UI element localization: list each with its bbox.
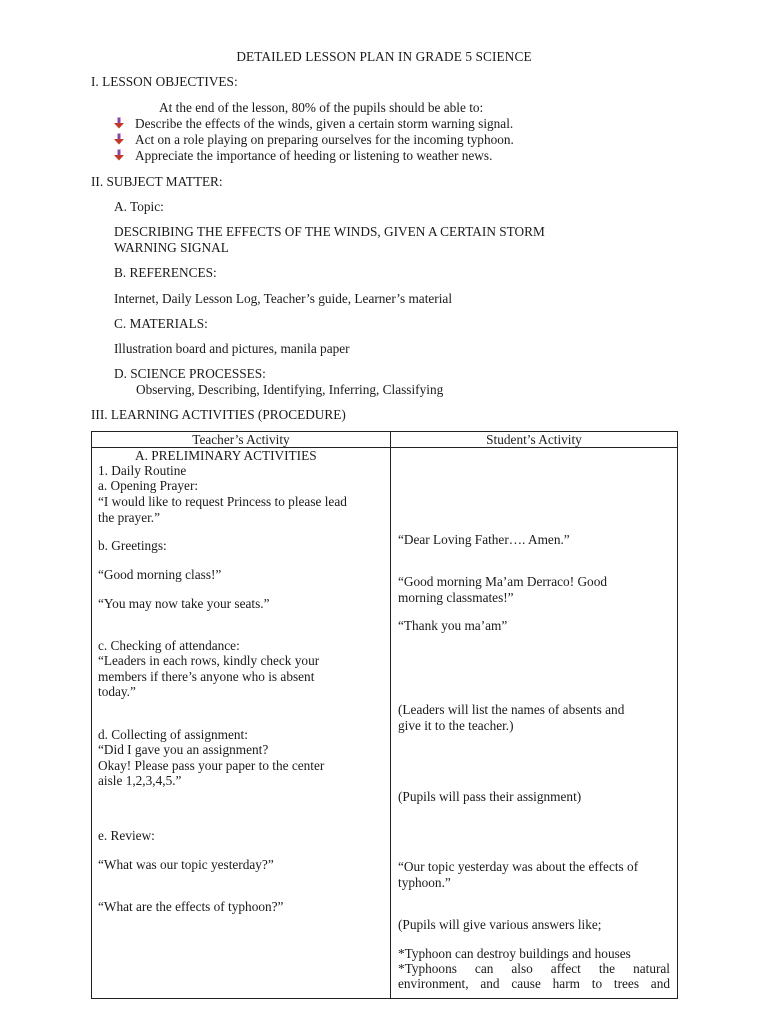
subject-matter-heading: II. SUBJECT MATTER: bbox=[91, 174, 223, 189]
student-line: “Thank you ma’am” bbox=[398, 618, 508, 633]
review-label: e. Review: bbox=[98, 828, 155, 843]
opening-prayer-label: a. Opening Prayer: bbox=[98, 478, 199, 493]
objective-item: Act on a role playing on preparing ourselves for the incoming typhoon. bbox=[135, 132, 514, 147]
teacher-line: “Good morning class!” bbox=[98, 567, 222, 582]
student-line: morning classmates!” bbox=[398, 590, 514, 605]
teacher-line: today.” bbox=[98, 684, 136, 699]
teacher-line: members if there’s anyone who is absent bbox=[98, 669, 315, 684]
document-title: DETAILED LESSON PLAN IN GRADE 5 SCIENCE bbox=[236, 49, 532, 64]
student-line: *Typhoon can destroy buildings and houses bbox=[398, 946, 631, 961]
teacher-line: “You may now take your seats.” bbox=[98, 596, 270, 611]
preliminary-heading: A. PRELIMINARY ACTIVITIES bbox=[135, 448, 317, 463]
teacher-line: Okay! Please pass your paper to the center bbox=[98, 758, 325, 773]
teacher-line: “Leaders in each rows, kindly check your bbox=[98, 653, 320, 668]
arrow-bullet-icon bbox=[113, 117, 125, 129]
teacher-line: “What are the effects of typhoon?” bbox=[98, 899, 284, 914]
teacher-column-header: Teacher’s Activity bbox=[192, 432, 290, 447]
processes-label: D. SCIENCE PROCESSES: bbox=[114, 366, 266, 381]
attendance-label: c. Checking of attendance: bbox=[98, 638, 240, 653]
student-line: “Our topic yesterday was about the effects of bbox=[398, 859, 639, 874]
materials-text: Illustration board and pictures, manila paper bbox=[114, 341, 350, 356]
topic-text: DESCRIBING THE EFFECTS OF THE WINDS, GIVEN A CERTAIN STORM bbox=[114, 224, 545, 239]
materials-label: C. MATERIALS: bbox=[114, 316, 208, 331]
arrow-bullet-icon bbox=[113, 133, 125, 145]
references-label: B. REFERENCES: bbox=[114, 265, 217, 280]
teacher-line: “Did I gave you an assignment? bbox=[98, 742, 269, 757]
greetings-label: b. Greetings: bbox=[98, 538, 167, 553]
column-divider bbox=[390, 432, 391, 998]
objectives-heading: I. LESSON OBJECTIVES: bbox=[91, 74, 238, 89]
student-line: “Good morning Ma’am Derraco! Good bbox=[398, 574, 607, 589]
student-line: environment, and cause harm to trees and bbox=[398, 976, 670, 991]
student-line: *Typhoons can also affect the natural bbox=[398, 961, 670, 976]
arrow-bullet-icon bbox=[113, 149, 125, 161]
daily-routine-label: 1. Daily Routine bbox=[98, 463, 187, 478]
teacher-line: the prayer.” bbox=[98, 510, 161, 525]
activities-heading: III. LEARNING ACTIVITIES (PROCEDURE) bbox=[91, 407, 346, 422]
teacher-line: aisle 1,2,3,4,5.” bbox=[98, 773, 182, 788]
activities-table bbox=[91, 431, 678, 999]
topic-text: WARNING SIGNAL bbox=[114, 240, 229, 255]
teacher-line: “I would like to request Princess to please lead bbox=[98, 494, 347, 509]
topic-label: A. Topic: bbox=[114, 199, 164, 214]
student-line: (Pupils will give various answers like; bbox=[398, 917, 602, 932]
teacher-line: “What was our topic yesterday?” bbox=[98, 857, 274, 872]
references-text: Internet, Daily Lesson Log, Teacher’s guide, Learner’s material bbox=[114, 291, 453, 306]
student-line: (Pupils will pass their assignment) bbox=[398, 789, 582, 804]
objectives-intro: At the end of the lesson, 80% of the pupils should be able to: bbox=[159, 100, 484, 115]
student-line: (Leaders will list the names of absents and bbox=[398, 702, 625, 717]
objective-item: Describe the effects of the winds, given a certain storm warning signal. bbox=[135, 116, 514, 131]
student-line: “Dear Loving Father…. Amen.” bbox=[398, 532, 570, 547]
assignment-label: d. Collecting of assignment: bbox=[98, 727, 248, 742]
objective-item: Appreciate the importance of heeding or listening to weather news. bbox=[135, 148, 493, 163]
processes-text: Observing, Describing, Identifying, Inferring, Classifying bbox=[136, 382, 444, 397]
student-line: typhoon.” bbox=[398, 875, 451, 890]
student-column-header: Student’s Activity bbox=[486, 432, 582, 447]
student-line: give it to the teacher.) bbox=[398, 718, 514, 733]
